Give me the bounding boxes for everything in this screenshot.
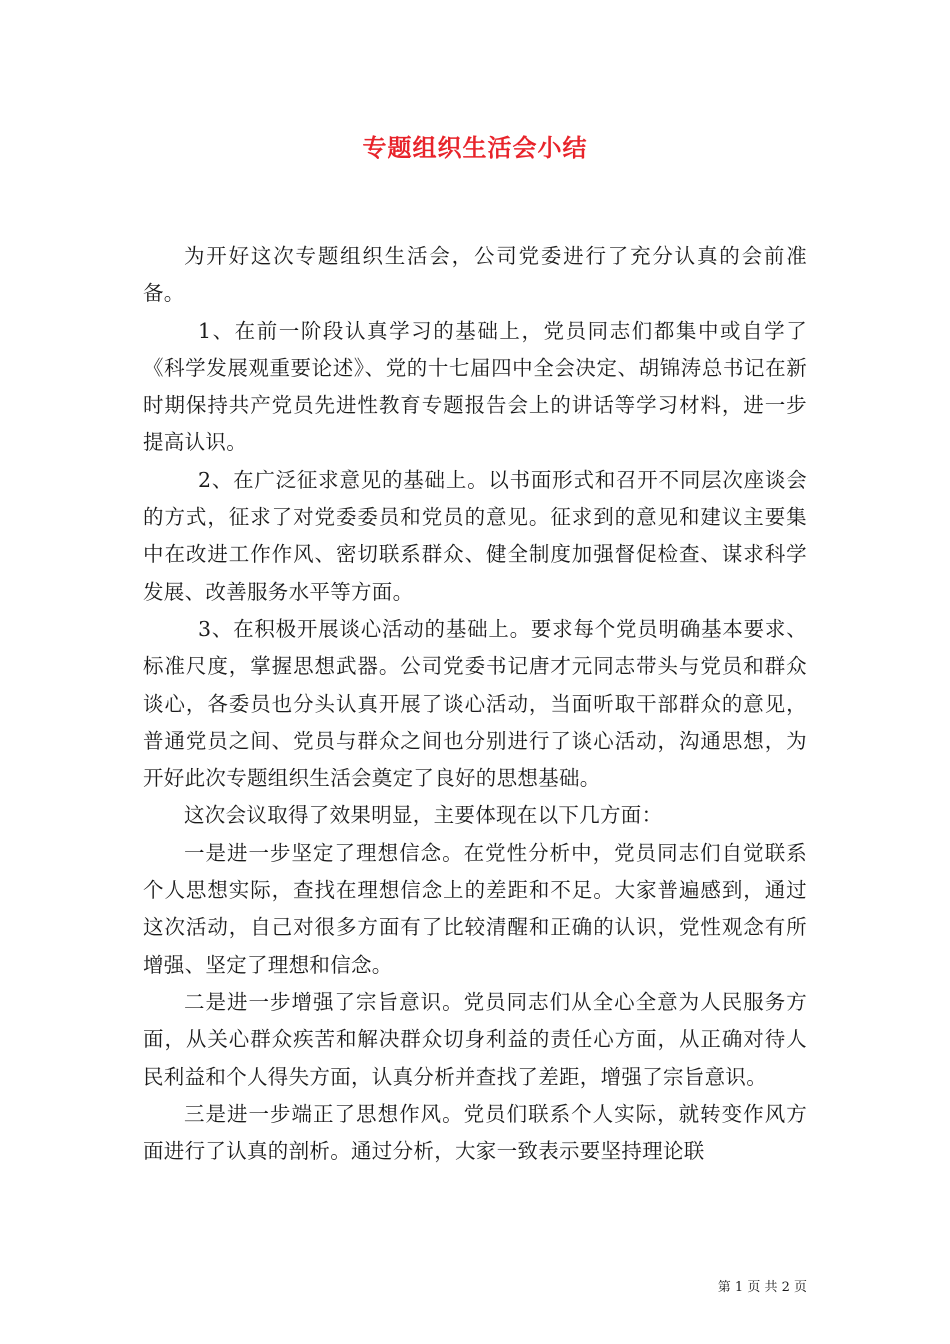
page-number-footer: 第 1 页 共 2 页 xyxy=(717,1280,807,1295)
paragraph-intro: 为开好这次专题组织生活会，公司党委进行了充分认真的会前准备。 xyxy=(143,244,807,306)
paragraph-item-3: 3、在积极开展谈心活动的基础上。要求每个党员明确基本要求、标准尺度，掌握思想武器。公司党委书记唐才元同志带头与党员和群众谈心，各委员也分头认真开展了谈心活动，当面听取干部群众的意见，普通党员之间、党员与群众之间也分别进行了谈心活动，沟通思想，为开好此次专题组织生活会奠定了良好的思想基础。 xyxy=(143,616,807,791)
paragraph-results-intro: 这次会议取得了效果明显，主要体现在以下几方面： xyxy=(184,803,663,828)
paragraph-result-2: 二是进一步增强了宗旨意识。党员同志们从全心全意为人民服务方面，从关心群众疾苦和解决群众切身利益的责任心方面，从正确对待人民利益和个人得失方面，认真分析并查找了差距，增强了宗旨意识。 xyxy=(143,989,807,1089)
paragraph-result-3: 三是进一步端正了思想作风。党员们联系个人实际，就转变作风方面进行了认真的剖析。通过分析，大家一致表示要坚持理论联 xyxy=(143,1101,807,1164)
paragraph-item-2: 2、在广泛征求意见的基础上。以书面形式和召开不同层次座谈会的方式，征求了对党委委员和党员的意见。征求到的意见和建议主要集中在改进工作作风、密切联系群众、健全制度加强督促检查、谋求科学发展、改善服务水平等方面。 xyxy=(143,467,807,604)
document-title: 专题组织生活会小结 xyxy=(362,133,588,162)
paragraph-result-1: 一是进一步坚定了理想信念。在党性分析中，党员同志们自觉联系个人思想实际，查找在理想信念上的差距和不足。大家普遍感到，通过这次活动，自己对很多方面有了比较清醒和正确的认识，党性观念有所增强、坚定了理想和信念。 xyxy=(143,840,807,977)
paragraph-item-1: 1、在前一阶段认真学习的基础上，党员同志们都集中或自学了《科学发展观重要论述》、党的十七届四中全会决定、胡锦涛总书记在新时期保持共产党员先进性教育专题报告会上的讲话等学习材料，进一步提高认识。 xyxy=(143,318,807,455)
document-body xyxy=(143,238,807,1170)
